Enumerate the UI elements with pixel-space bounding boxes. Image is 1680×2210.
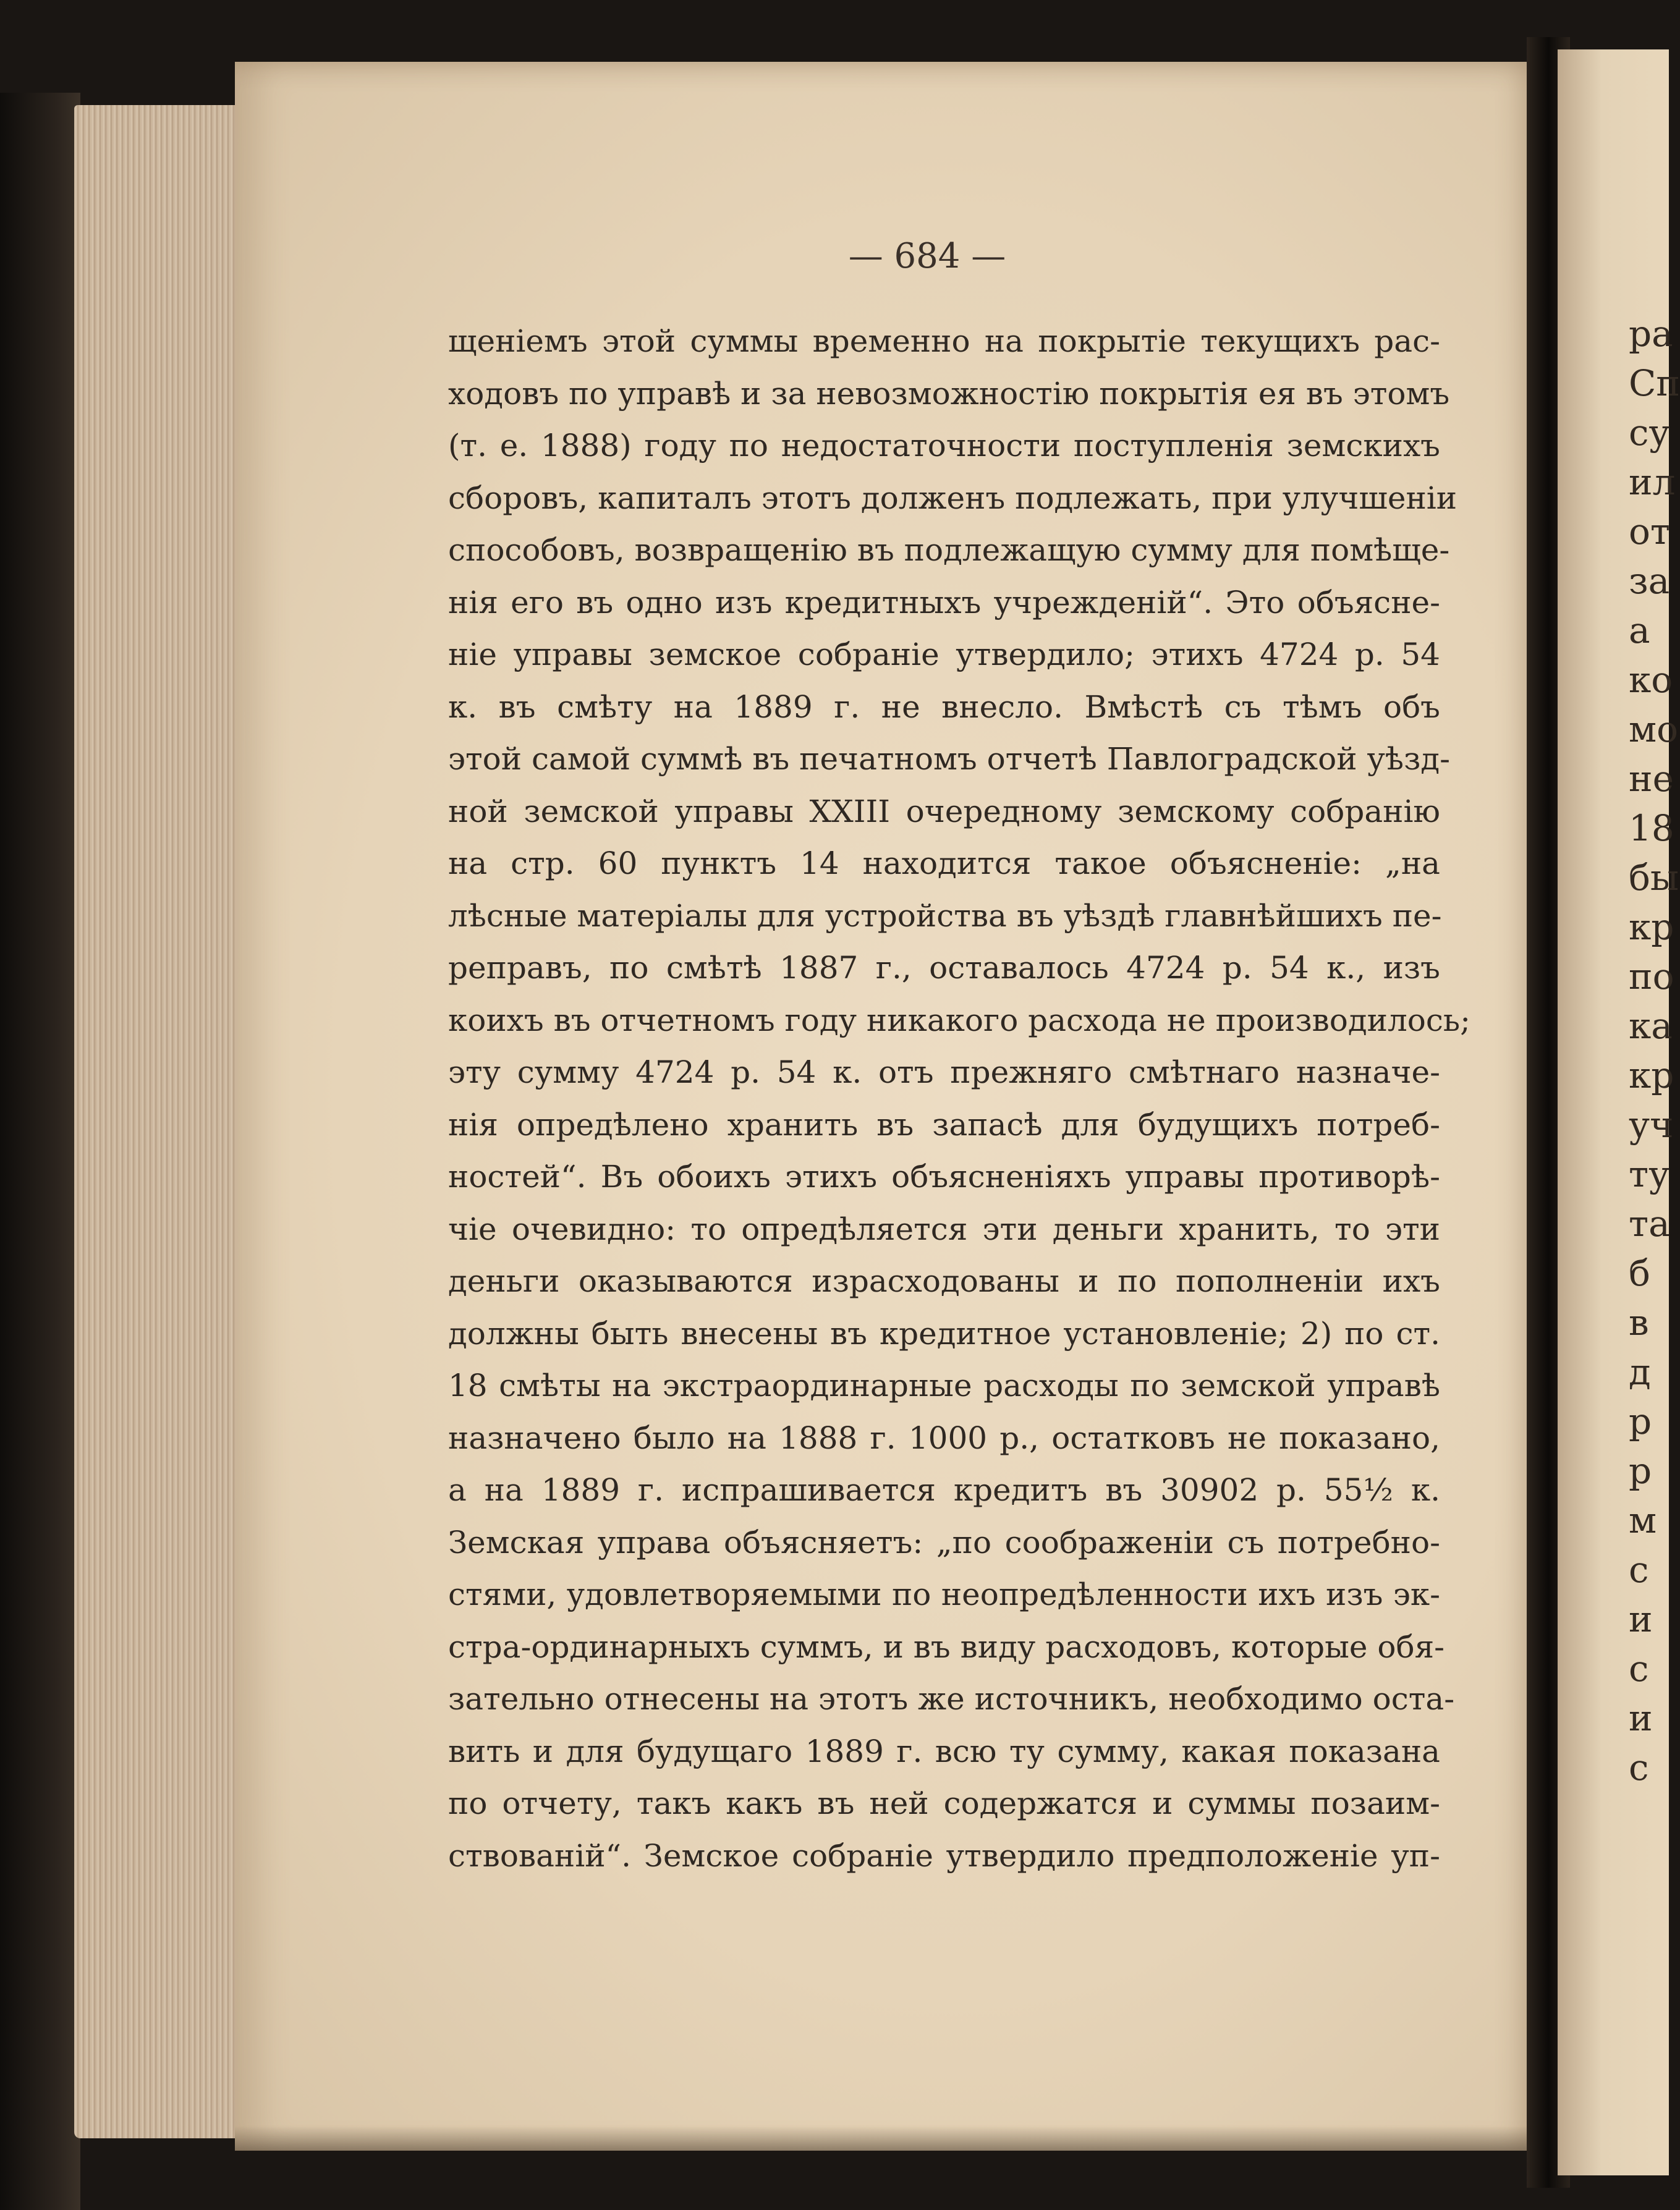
facing-line-fragment: кр	[1629, 1054, 1674, 1096]
facing-line-fragment: за	[1629, 560, 1670, 602]
text-line: сборовъ, капиталъ этотъ долженъ подлежать, при улучшеніи	[448, 480, 1457, 516]
facing-line-fragment: ко	[1629, 659, 1673, 701]
text-line: назначено было на 1888 г. 1000 р., остатковъ не показано,	[448, 1420, 1440, 1456]
text-line: ной земской управы XXIII очередному земскому собранію	[448, 793, 1440, 829]
facing-line-fragment: та	[1629, 1203, 1670, 1245]
book-cover-edge	[0, 93, 80, 2210]
facing-line-fragment: б	[1629, 1252, 1650, 1294]
facing-line-fragment: р	[1629, 1450, 1652, 1492]
text-line: а на 1889 г. испрашивается кредитъ въ 30902 р. 55½ к.	[448, 1472, 1440, 1508]
text-line: ствованій“. Земское собраніе утвердило предположеніе уп-	[448, 1837, 1440, 1874]
text-line: коихъ въ отчетномъ году никакого расхода не производилось;	[448, 1002, 1470, 1038]
facing-line-fragment: в	[1629, 1302, 1649, 1344]
text-line: щеніемъ этой суммы временно на покрытіе текущихъ рас-	[448, 323, 1440, 359]
facing-line-fragment: и	[1629, 1697, 1653, 1739]
facing-line-fragment: ту	[1629, 1153, 1670, 1195]
text-line: стра-ординарныхъ суммъ, и въ виду расходовъ, которые обя-	[448, 1628, 1445, 1665]
facing-line-fragment: мо	[1629, 708, 1679, 750]
facing-line-fragment: су	[1629, 412, 1670, 454]
facing-line-fragment: с	[1629, 1549, 1649, 1591]
facing-line-fragment: ил	[1629, 461, 1676, 503]
text-line: ходовъ по управѣ и за невозможностію покрытія ея въ этомъ	[448, 375, 1450, 412]
text-line: нія опредѣлено хранить въ запасѣ для будущихъ потреб-	[448, 1106, 1440, 1143]
facing-line-fragment: уч	[1629, 1104, 1674, 1146]
text-line: должны быть внесены въ кредитное установленіе; 2) по ст.	[448, 1315, 1440, 1352]
text-line: зательно отнесены на этотъ же источникъ, необходимо оста-	[448, 1681, 1455, 1717]
facing-line-fragment: кр	[1629, 906, 1674, 948]
text-line: по отчету, такъ какъ въ ней содержатся и суммы позаим-	[448, 1785, 1440, 1821]
facing-line-fragment: не	[1629, 758, 1674, 800]
text-line: (т. е. 1888) году по недостаточности поступленія земскихъ	[448, 428, 1440, 464]
text-line: реправъ, по смѣтѣ 1887 г., оставалось 4724 р. 54 к., изъ	[448, 950, 1440, 986]
facing-line-fragment: бы	[1629, 857, 1679, 899]
facing-line-fragment: ра	[1629, 313, 1673, 355]
text-line: лѣсные матеріалы для устройства въ уѣздѣ главнѣйшихъ пе-	[448, 897, 1442, 934]
text-line: ностей“. Въ обоихъ этихъ объясненіяхъ управы противорѣ-	[448, 1159, 1440, 1195]
facing-line-fragment: м	[1629, 1499, 1657, 1541]
text-line: ніе управы земское собраніе утвердило; этихъ 4724 р. 54	[448, 637, 1440, 672]
text-line: эту сумму 4724 р. 54 к. отъ прежняго смѣтнаго назначе-	[448, 1054, 1440, 1090]
text-line: стями, удовлетворяемыми по неопредѣленности ихъ изъ эк-	[448, 1577, 1440, 1612]
page-bottom-shadow	[235, 2126, 1539, 2151]
text-line: к. въ смѣту на 1889 г. не внесло. Вмѣстѣ съ тѣмъ объ	[448, 688, 1440, 725]
text-line: способовъ, возвращенію въ подлежащую сумму для помѣще-	[448, 532, 1450, 568]
facing-line-fragment: а	[1629, 609, 1650, 651]
text-line: этой самой суммѣ въ печатномъ отчетѣ Павлоградской уѣзд-	[448, 741, 1451, 777]
facing-line-fragment: д	[1629, 1351, 1651, 1393]
text-line: вить и для будущаго 1889 г. всю ту сумму, какая показана	[448, 1733, 1440, 1769]
facing-line-fragment: от	[1629, 510, 1671, 552]
facing-line-fragment: ка	[1629, 1005, 1673, 1047]
facing-line-fragment: по	[1629, 955, 1674, 997]
facing-line-fragment: и	[1629, 1598, 1653, 1640]
text-line: на стр. 60 пунктъ 14 находится такое объясненіе: „на	[448, 845, 1440, 881]
facing-line-fragment: с	[1629, 1648, 1649, 1690]
text-line: нія его въ одно изъ кредитныхъ учрежденій“. Это объясне-	[448, 584, 1440, 620]
facing-page	[1558, 49, 1680, 2175]
body-text	[448, 315, 1470, 1882]
page-number: — 684 —	[848, 236, 1006, 276]
facing-line-fragment: р	[1629, 1400, 1652, 1442]
text-line: 18 смѣты на экстраординарные расходы по земской управѣ	[448, 1368, 1440, 1403]
facing-line-fragment: 18	[1629, 807, 1674, 849]
text-line: чіе очевидно: то опредѣляется эти деньги хранить, то эти	[448, 1211, 1440, 1247]
text-line: деньги оказываются израсходованы и по пополненіи ихъ	[448, 1263, 1440, 1299]
facing-line-fragment: с	[1629, 1746, 1649, 1789]
text-line: Земская управа объясняетъ: „по соображеніи съ потребно-	[448, 1524, 1440, 1560]
facing-line-fragment: Сп	[1629, 362, 1680, 404]
page-stack-edges	[74, 105, 260, 2138]
